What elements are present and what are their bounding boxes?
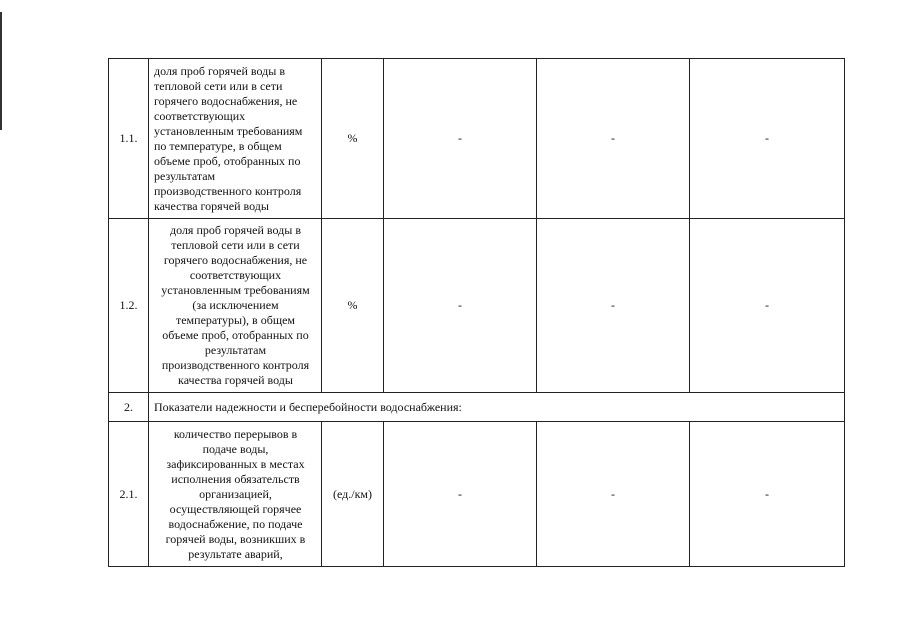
row-value: -: [690, 219, 845, 393]
desc-line: горячего водоснабжения, не: [163, 253, 308, 267]
table-row: [109, 422, 845, 567]
row-value: -: [537, 59, 690, 219]
desc-line: горячего водоснабжения, не: [154, 93, 298, 108]
desc-line: горячей воды, возникших в: [165, 531, 306, 546]
row-unit: %: [322, 59, 384, 219]
desc-line: установленным требованиям: [154, 123, 303, 138]
desc-line: тепловой сети или в сети: [154, 78, 283, 93]
row-value: -: [384, 59, 537, 219]
desc-line: результатам: [154, 168, 216, 183]
desc-line: производственного контроля: [161, 358, 310, 372]
desc-line: производственного контроля: [154, 183, 302, 198]
row-number: 1.1.: [109, 59, 149, 219]
desc-line: объеме проб, отобранных по: [154, 153, 301, 168]
desc-line: доля проб горячей воды в: [170, 223, 301, 237]
row-value: -: [384, 422, 537, 567]
desc-line: доля проб горячей воды в: [154, 63, 285, 78]
row-unit: (ед./км): [322, 422, 384, 567]
section-title: Показатели надежности и бесперебойности водоснабжения:: [149, 393, 845, 422]
row-unit: %: [322, 219, 384, 393]
section-row: [109, 393, 845, 422]
desc-line: результатам: [204, 343, 267, 357]
page-edge-line: [0, 12, 2, 130]
row-value: -: [384, 219, 537, 393]
row-description: [149, 59, 322, 219]
desc-line: качества горячей воды: [154, 198, 269, 213]
row-value: -: [537, 422, 690, 567]
desc-line: температуры), в общем: [175, 313, 295, 327]
table-row: [109, 59, 845, 219]
desc-line: соответствующих: [189, 268, 282, 282]
desc-line: исполнения обязательств: [171, 471, 300, 486]
desc-line: зафиксированных в местах: [166, 456, 305, 471]
desc-line: качества горячей воды: [178, 373, 293, 387]
section-number: 2.: [109, 393, 149, 422]
desc-line: результате аварий,: [188, 546, 283, 561]
desc-line: количество перерывов в: [173, 426, 298, 441]
desc-line: по температуре, в общем: [154, 138, 282, 153]
desc-line: (за исключением: [192, 298, 279, 312]
row-number: 2.1.: [109, 422, 149, 567]
row-description: [149, 219, 322, 393]
desc-line: подаче воды,: [202, 441, 269, 456]
desc-line: осуществляющей горячее: [169, 501, 302, 516]
row-description: [149, 422, 322, 567]
row-value: -: [690, 59, 845, 219]
desc-line: водоснабжение, по подаче: [168, 516, 303, 531]
desc-line: соответствующих: [154, 108, 246, 123]
table-row: [109, 219, 845, 393]
indicators-table: [108, 58, 845, 567]
row-value: -: [537, 219, 690, 393]
row-value: -: [690, 422, 845, 567]
row-number: 1.2.: [109, 219, 149, 393]
desc-line: тепловой сети или в сети: [171, 238, 300, 252]
desc-line: установленным требованиям: [161, 283, 310, 297]
desc-line: объеме проб, отобранных по: [162, 328, 309, 342]
desc-line: организацией,: [199, 486, 272, 501]
